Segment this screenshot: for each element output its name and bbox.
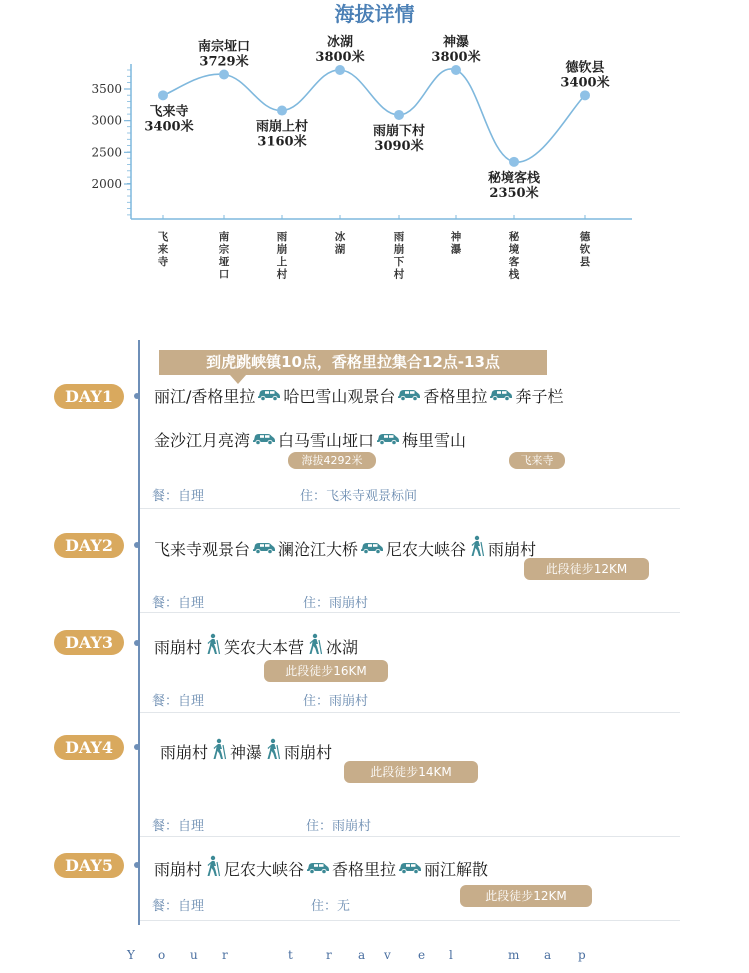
- hiker-icon: [204, 633, 222, 659]
- tag-hike-day5: 此段徒步12KM: [460, 885, 592, 907]
- point-label: 秘境客栈: [487, 170, 541, 186]
- y-tick-label: 3500: [91, 82, 122, 96]
- x-tick-label-char: 德: [579, 231, 591, 243]
- data-point: [335, 65, 345, 75]
- route-stop: 尼农大峡谷: [224, 859, 305, 879]
- day2-route-line: [154, 535, 536, 561]
- day2-meal: 餐：自理: [152, 596, 205, 611]
- route-stop: 奔子栏: [515, 387, 564, 406]
- point-value-label: 3729米: [199, 54, 249, 70]
- day5-meal: 餐：自理: [152, 899, 205, 914]
- footer-letter: a: [544, 948, 552, 962]
- tag-hike-day2: 此段徒步12KM: [524, 558, 649, 580]
- day4-route-line: [160, 738, 332, 764]
- point-value-label: 3160米: [257, 134, 307, 150]
- data-point: [277, 106, 287, 116]
- footer-letter: u: [190, 948, 198, 962]
- route-stop: 尼农大峡谷: [386, 539, 467, 559]
- car-icon: [306, 859, 330, 878]
- footer-letter: r: [222, 948, 228, 962]
- route-stop: 神瀑: [230, 742, 263, 762]
- x-tick-label-char: 崩: [393, 243, 405, 256]
- route-stop: 哈巴雪山观景台: [283, 387, 396, 406]
- x-tick-label-char: 下: [393, 256, 405, 268]
- hiker-icon: [468, 535, 486, 561]
- day1-route-line-2: [154, 428, 466, 451]
- timeline-dot-2: [134, 542, 140, 548]
- x-tick-label-char: 瀑: [450, 243, 462, 256]
- day3-stay: 住：雨崩村: [303, 694, 369, 709]
- point-value-label: 3090米: [374, 138, 424, 154]
- day-badge-4: DAY4: [54, 735, 124, 760]
- data-point: [451, 65, 461, 75]
- day5-route-line: [154, 855, 488, 881]
- point-value-label: 3800米: [431, 50, 481, 65]
- car-icon: [397, 386, 421, 405]
- data-point: [394, 110, 404, 120]
- y-tick-label: 2500: [91, 145, 122, 160]
- footer-letter: Y: [127, 948, 135, 962]
- tag-altitude: 海拔4292米: [288, 452, 376, 469]
- footer-letter: o: [158, 948, 166, 962]
- x-tick-label-char: 村: [393, 268, 405, 281]
- x-tick-label-char: 宗: [218, 243, 230, 256]
- day4-stay: 住：雨崩村: [306, 819, 372, 834]
- point-label: 南宗垭口: [197, 39, 251, 55]
- x-tick-label-char: 栈: [508, 268, 520, 281]
- car-icon: [360, 539, 384, 558]
- footer-letter: l: [449, 948, 453, 962]
- point-label: 雨崩下村: [372, 123, 426, 139]
- day-badge-2: DAY2: [54, 533, 124, 558]
- day1-meal: 餐：自理: [152, 489, 205, 504]
- timeline-dot-5: [134, 862, 140, 868]
- point-value-label: 3400米: [560, 75, 610, 91]
- car-icon: [489, 386, 513, 405]
- route-stop: 冰湖: [326, 637, 359, 657]
- point-label: 飞来寺: [149, 104, 189, 120]
- day-badge-1: DAY1: [54, 384, 124, 409]
- footer-letter: t: [288, 948, 293, 962]
- route-stop: 雨崩村: [154, 859, 203, 879]
- x-tick-label-char: 南: [218, 231, 230, 243]
- route-stop: 雨崩村: [488, 539, 537, 559]
- day1-route-line-1: [154, 384, 563, 407]
- tag-hike-day3: 此段徒步16KM: [264, 660, 388, 682]
- divider-3: [140, 712, 680, 713]
- point-value-label: 3400米: [144, 119, 194, 135]
- tag-feilaisi: 飞来寺: [509, 452, 565, 469]
- banner-pointer: [230, 375, 246, 384]
- data-point: [158, 90, 168, 100]
- x-tick-label-char: 境: [508, 243, 520, 256]
- hiker-icon: [306, 633, 324, 659]
- point-value-label: 3800米: [315, 50, 365, 65]
- route-stop: 金沙江月亮湾: [154, 431, 251, 450]
- point-label: 德钦县: [565, 60, 605, 76]
- route-stop: 笑农大本营: [224, 637, 305, 657]
- day3-meal: 餐：自理: [152, 694, 205, 709]
- day3-route-line: [154, 633, 358, 659]
- route-stop: 白马雪山垭口: [278, 431, 375, 450]
- point-label: 神瀑: [442, 35, 470, 50]
- x-tick-label-char: 县: [579, 256, 591, 268]
- timeline-dot-3: [134, 640, 140, 646]
- data-point: [509, 157, 519, 167]
- route-stop: 丽江解散: [424, 859, 489, 879]
- x-tick-label-char: 垭: [218, 256, 230, 268]
- x-tick-label-char: 客: [508, 256, 520, 268]
- divider-1: [140, 508, 680, 509]
- day-badge-3: DAY3: [54, 630, 124, 655]
- x-tick-label-char: 村: [276, 268, 288, 281]
- y-tick-label: 2000: [91, 177, 122, 191]
- route-stop: 丽江/香格里拉: [154, 387, 256, 406]
- hiker-icon: [264, 738, 282, 764]
- timeline-line: [138, 340, 140, 925]
- x-tick-label-char: 雨: [276, 231, 288, 243]
- tag-hike-day4: 此段徒步14KM: [344, 761, 478, 783]
- footer-letter: r: [326, 948, 332, 962]
- footer-tagline: [0, 948, 749, 966]
- day1-stay: 住：飞来寺观景标间: [300, 489, 418, 504]
- footer-letter: a: [358, 948, 366, 962]
- day2-stay: 住：雨崩村: [303, 596, 369, 611]
- route-stop: 澜沧江大桥: [278, 539, 359, 559]
- car-icon: [398, 859, 422, 878]
- timeline-dot-4: [134, 744, 140, 750]
- x-tick-label-char: 钦: [579, 243, 591, 256]
- route-stop: 香格里拉: [332, 859, 397, 879]
- x-tick-label-char: 秘: [508, 231, 520, 243]
- route-stop: 飞来寺观景台: [154, 539, 251, 559]
- data-point: [580, 90, 590, 100]
- day5-stay: 住：无: [311, 899, 351, 914]
- hiker-icon: [210, 738, 228, 764]
- x-tick-label-char: 冰: [334, 231, 346, 243]
- x-tick-label-char: 湖: [334, 243, 346, 256]
- footer-letter: m: [508, 948, 520, 962]
- divider-2: [140, 612, 680, 613]
- car-icon: [257, 386, 281, 405]
- footer-letter: v: [384, 948, 391, 962]
- day4-meal: 餐：自理: [152, 819, 205, 834]
- car-icon: [376, 430, 400, 449]
- x-tick-label-char: 来: [157, 243, 169, 256]
- assembly-banner: 到虎跳峡镇10点，香格里拉集合12点-13点: [159, 350, 547, 375]
- route-stop: 雨崩村: [284, 742, 333, 762]
- x-tick-label-char: 崩: [276, 243, 288, 256]
- footer-letter: e: [418, 948, 426, 962]
- car-icon: [252, 430, 276, 449]
- y-tick-label: 3000: [91, 113, 122, 128]
- divider-4: [140, 836, 680, 837]
- timeline-dot-1: [134, 393, 140, 399]
- data-point: [219, 69, 229, 79]
- elevation-chart: [0, 0, 749, 300]
- page-title: 海拔详情: [334, 2, 415, 26]
- footer-letter: p: [578, 948, 586, 962]
- x-tick-label-char: 飞: [157, 231, 169, 243]
- route-stop: 梅里雪山: [402, 431, 467, 450]
- hiker-icon: [204, 855, 222, 881]
- day-badge-5: DAY5: [54, 853, 124, 878]
- route-stop: 雨崩村: [154, 637, 203, 657]
- x-tick-label-char: 雨: [393, 231, 405, 243]
- x-tick-label-char: 口: [218, 268, 230, 281]
- x-tick-label-char: 寺: [157, 256, 169, 268]
- route-stop: 雨崩村: [160, 742, 209, 762]
- point-label: 冰湖: [326, 35, 354, 50]
- car-icon: [252, 539, 276, 558]
- route-stop: 香格里拉: [423, 387, 488, 406]
- point-value-label: 2350米: [489, 185, 539, 201]
- x-tick-label-char: 上: [276, 256, 288, 268]
- divider-5: [140, 920, 680, 921]
- point-label: 雨崩上村: [255, 119, 309, 135]
- x-tick-label-char: 神: [450, 231, 462, 243]
